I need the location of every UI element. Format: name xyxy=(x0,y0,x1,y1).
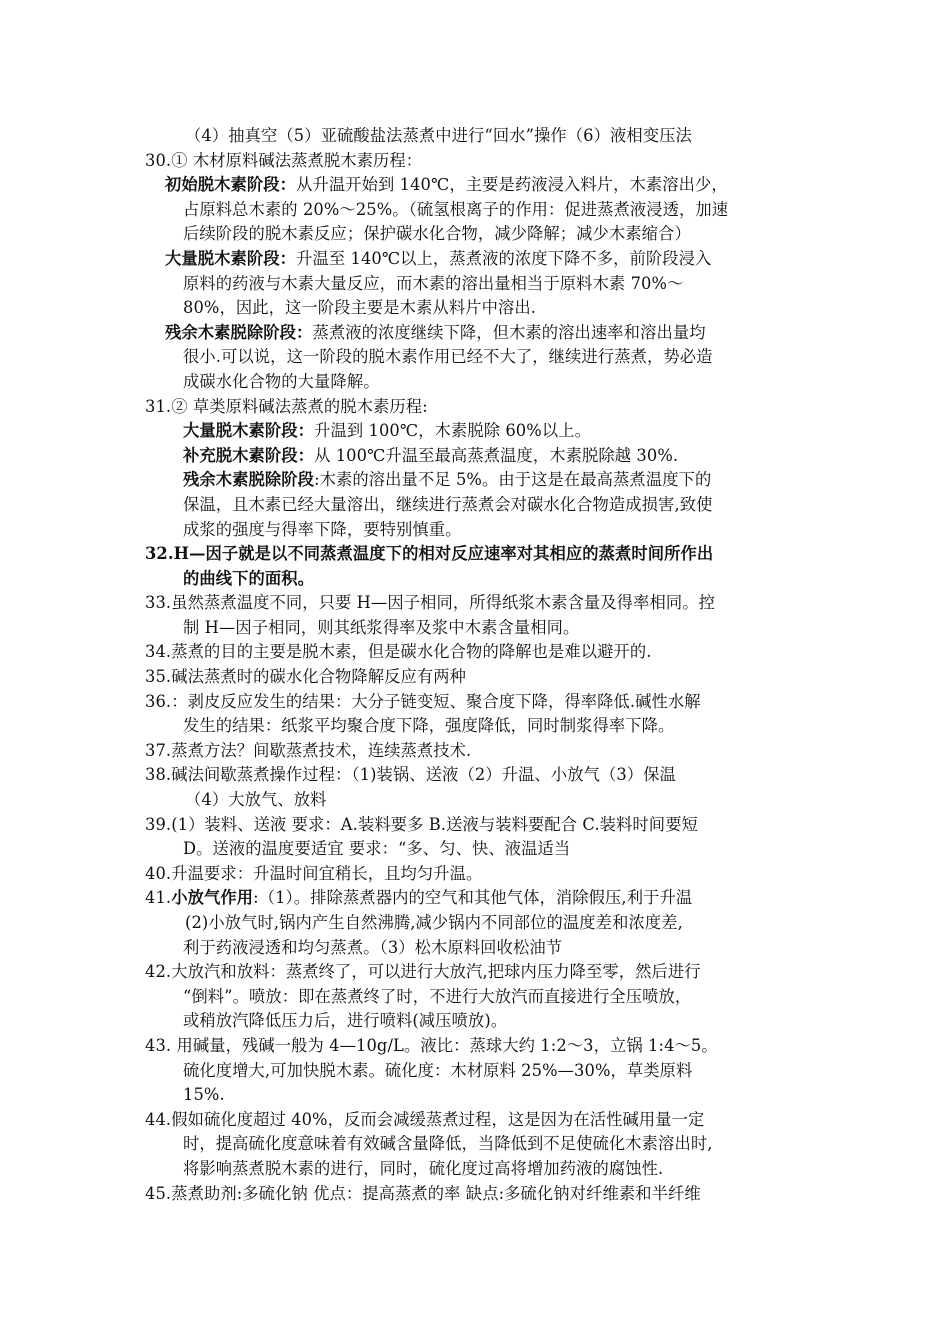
stage-heading: 残余木素脱除阶段 xyxy=(183,470,315,490)
text-line: 37.蒸煮方法？间歇蒸煮技术，连续蒸煮技术. xyxy=(145,740,472,760)
text-line: 36.：剥皮反应发生的结果：大分子链变短、聚合度下降，得率降低.碱性水解 xyxy=(145,691,701,711)
text-line: 保温，且木素已经大量溶出，继续进行蒸煮会对碳水化合物造成损害,致使 xyxy=(183,494,713,514)
text-line: D。送液的温度要适宜 要求：“多、匀、快、液温适当 xyxy=(183,839,571,859)
text-line xyxy=(145,321,810,346)
text-line: 成碳水化合物的大量降解。 xyxy=(183,371,380,391)
text-line: 制 H—因子相同，则其纸浆得率及浆中木素含量相同。 xyxy=(183,617,580,637)
text-line: 30.① 木材原料碱法蒸煮脱木素历程： xyxy=(145,150,423,170)
term-heading: 小放气作用 xyxy=(171,888,254,908)
text-line xyxy=(145,886,810,911)
text-span: 41. xyxy=(145,888,172,908)
text-line: 将影响蒸煮脱木素的进行，同时，硫化度过高将增加药液的腐蚀性. xyxy=(183,1158,664,1178)
text-line: 44.假如硫化度超过 40%，反而会减缓蒸煮过程，这是因为在活性碱用量一定 xyxy=(145,1109,705,1129)
text-line: “倒料”。喷放：即在蒸煮终了时，不进行大放汽而直接进行全压喷放， xyxy=(183,986,692,1006)
text-line: 15%. xyxy=(183,1085,225,1105)
text-line: 45.蒸煮助剂:多硫化钠 优点：提高蒸煮的率 缺点:多硫化钠对纤维素和半纤维 xyxy=(145,1183,701,1203)
text-line: 硫化度增大,可加快脱木素。硫化度：木材原料 25%—30%，草类原料 xyxy=(183,1060,693,1080)
text-span: 从升温开始到 140℃，主要是药液浸入料片，木素溶出少， xyxy=(296,175,728,195)
text-line xyxy=(145,419,810,444)
stage-heading: 残余木素脱除阶段： xyxy=(165,322,313,342)
text-line: 80%，因此，这一阶段主要是木素从料片中溶出. xyxy=(183,298,537,318)
text-line xyxy=(145,173,810,198)
text-span: :木素的溶出量不足 5%。由于这是在最高蒸煮温度下的 xyxy=(314,470,712,490)
text-line xyxy=(145,444,810,469)
text-span: :（1）。排除蒸煮器内的空气和其他气体，消除假压,利于升温 xyxy=(253,888,693,908)
text-line: 40.升温要求：升温时间宜稍长，且均匀升温。 xyxy=(145,863,483,883)
text-line: 34.蒸煮的目的主要是脱木素，但是碳水化合物的降解也是难以避开的. xyxy=(145,642,652,662)
text-span: 蒸煮液的浓度继续下降，但木素的溶出速率和溶出量均 xyxy=(312,322,706,342)
text-line xyxy=(145,247,810,272)
text-line: 42.大放汽和放料：蒸煮终了，可以进行大放汽,把球内压力降至零，然后进行 xyxy=(145,962,701,982)
text-line: 后续阶段的脱木素反应；保护碳水化合物，减少降解；减少木素缩合） xyxy=(183,224,691,244)
text-line: 很小.可以说，这一阶段的脱木素作用已经不大了，继续进行蒸煮，势必造 xyxy=(183,347,713,367)
text-span: 从 100℃升温至最高蒸煮温度，木素脱除越 30%. xyxy=(314,445,679,465)
text-line: 发生的结果：纸浆平均聚合度下降，强度降低，同时制浆得率下降。 xyxy=(183,716,675,736)
text-span: 升温至 140℃以上，蒸煮液的浓度下降不多，前阶段浸入 xyxy=(296,248,712,268)
text-line: 38.碱法间歇蒸煮操作过程：（1)装锅、送液（2）升温、小放气（3）保温 xyxy=(145,765,676,785)
text-line: (2)小放气时,锅内产生自然沸腾,减少锅内不同部位的温度差和浓度差, xyxy=(185,913,683,932)
stage-heading: 大量脱木素阶段： xyxy=(183,421,315,441)
stage-heading: 补充脱木素阶段： xyxy=(183,445,315,465)
text-line: 35.碱法蒸煮时的碳水化合物降解反应有两种 xyxy=(145,667,467,687)
stage-heading: 大量脱木素阶段： xyxy=(165,248,297,268)
text-line: 或稍放汽降低压力后，进行喷料(减压喷放)。 xyxy=(183,1011,508,1031)
text-line: 33.虽然蒸煮温度不同，只要 H—因子相同，所得纸浆木素含量及得率相同。控 xyxy=(145,593,715,613)
text-line: 占原料总木素的 20%～25%。（硫氢根离子的作用：促进蒸煮液浸透，加速 xyxy=(183,199,729,219)
text-line: 43. 用碱量，残碱一般为 4—10g/L。液比：蒸球大约 1:2～3，立锅 1:4～5。 xyxy=(145,1035,718,1055)
text-line: 31.② 草类原料碱法蒸煮的脱木素历程: xyxy=(145,396,428,416)
text-line xyxy=(145,468,810,493)
text-line: 39.(1）装料、送液 要求：A.装料要多 B.送液与装料要配合 C.装料时间要短 xyxy=(145,814,698,834)
text-line: （4）抽真空（5）亚硫酸盐法蒸煮中进行“回水”操作（6）液相变压法 xyxy=(185,126,692,145)
text-line: 成浆的强度与得率下降，要特别慎重。 xyxy=(183,519,462,539)
definition-line: 32.H—因子就是以不同蒸煮温度下的相对反应速率对其相应的蒸煮时间所作出 xyxy=(145,544,714,564)
text-line: 时，提高硫化度意味着有效碱含量降低，当降低到不足使硫化木素溶出时, xyxy=(183,1134,713,1154)
text-line: 利于药液浸透和均匀蒸煮。（3）松木原料回收松油节 xyxy=(183,937,563,957)
stage-heading: 初始脱木素阶段： xyxy=(165,175,297,195)
text-line: （4）大放气、放料 xyxy=(185,790,327,810)
text-line: 原料的药液与木素大量反应，而木素的溶出量相当于原料木素 70%～ xyxy=(183,273,684,293)
document-body xyxy=(145,124,810,1206)
definition-line: 的曲线下的面积。 xyxy=(183,568,315,588)
text-span: 升温到 100℃，木素脱除 60%以上。 xyxy=(314,421,591,441)
